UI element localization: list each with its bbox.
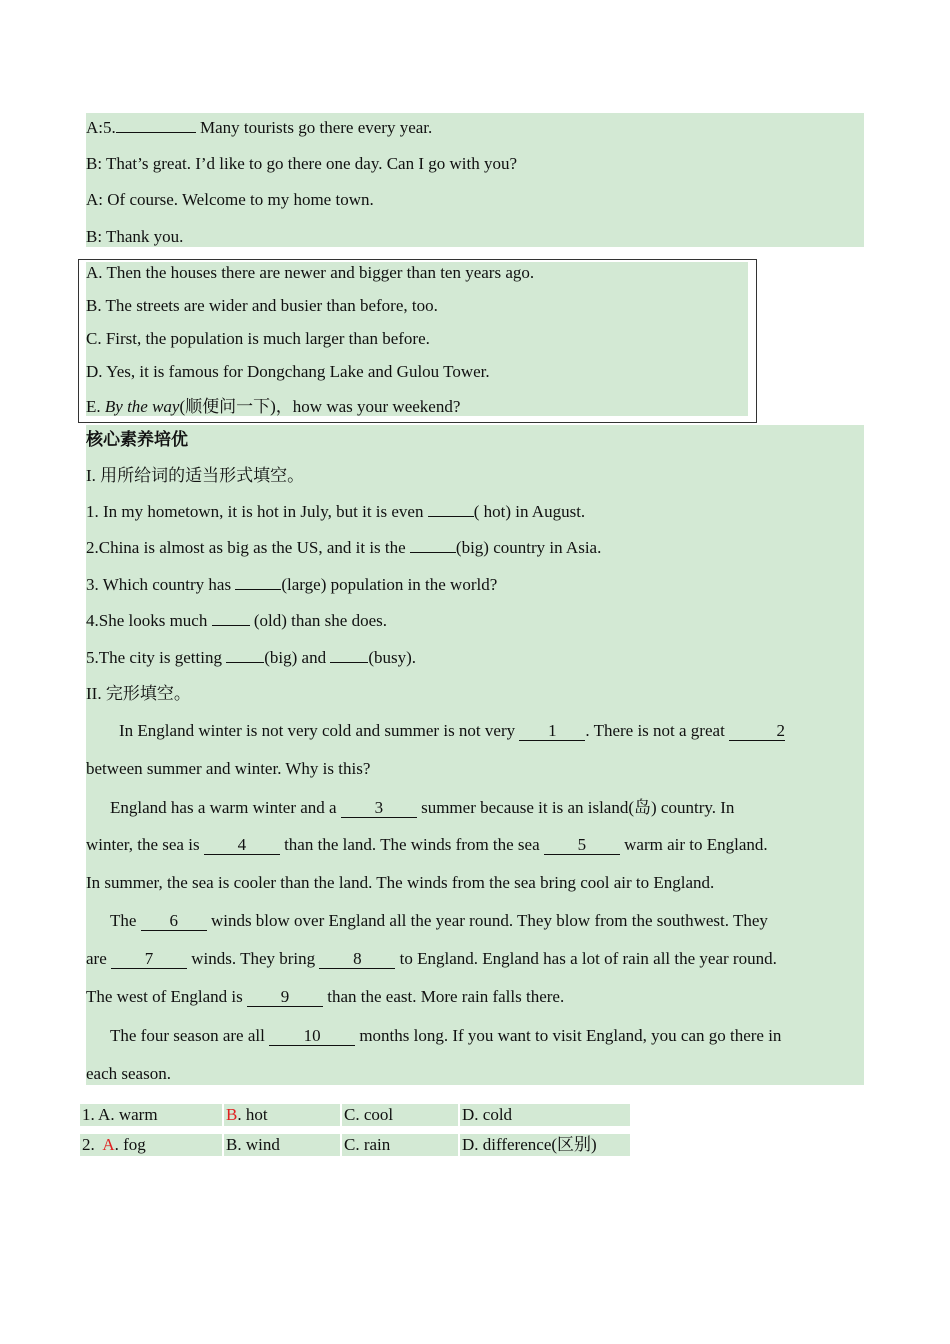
fill-blank-q5a[interactable]: [226, 662, 264, 663]
fill-blank-q2[interactable]: [410, 552, 456, 553]
question-3: 3. Which country has (large) population in the world?: [86, 575, 498, 594]
cloze-blank-2[interactable]: 2: [729, 722, 785, 741]
choice-2-d[interactable]: D. difference(区别): [460, 1134, 630, 1156]
practice-block: [86, 425, 864, 1085]
cloze-blank-4[interactable]: 4: [204, 836, 280, 855]
cloze-blank-6[interactable]: 6: [141, 912, 207, 931]
option-d: D. Yes, it is famous for Dongchang Lake and Gulou Tower.: [86, 362, 490, 381]
options-box: [78, 259, 757, 423]
passage-line-2: between summer and winter. Why is this?: [86, 759, 371, 778]
option-e: E. By the way(顺便问一下)，how was your weekend?: [86, 397, 461, 416]
dialogue-line-2: B: That’s great. I’d like to go there one day. Can I go with you?: [86, 154, 518, 173]
passage-line-8: The west of England is 9 than the east. More rain falls there.: [86, 987, 565, 1006]
passage-line-4: winter, the sea is 4 than the land. The winds from the sea 5 warm air to England.: [86, 835, 768, 854]
passage-line-9: The four season are all 10 months long. If you want to visit England, you can go there in: [110, 1026, 782, 1045]
choice-2-b[interactable]: B. wind: [224, 1134, 340, 1156]
choice-2-a[interactable]: 2. A. fog: [80, 1134, 222, 1156]
passage-line-5: In summer, the sea is cooler than the land. The winds from the sea bring cool air to England.: [86, 873, 715, 892]
passage-line-10: each season.: [86, 1064, 171, 1083]
passage-line-6: The 6 winds blow over England all the year round. They blow from the southwest. They: [110, 911, 768, 930]
dialogue-line-4: B: Thank you.: [86, 227, 184, 246]
answer-blank-5[interactable]: [116, 132, 196, 133]
question-1: 1. In my hometown, it is hot in July, but it is even ( hot) in August.: [86, 502, 586, 521]
choice-row-2: [80, 1134, 630, 1156]
passage-line-3: England has a warm winter and a 3 summer because it is an island(岛) country. In: [110, 798, 735, 817]
option-a: A. Then the houses there are newer and bigger than ten years ago.: [86, 263, 535, 282]
choice-1-c[interactable]: C. cool: [342, 1104, 458, 1126]
cloze-blank-3[interactable]: 3: [341, 799, 417, 818]
question-2: 2.China is almost as big as the US, and it is the (big) country in Asia.: [86, 538, 602, 557]
fill-blank-q1[interactable]: [428, 516, 474, 517]
choice-2-c[interactable]: C. rain: [342, 1134, 458, 1156]
part2-title: II. 完形填空。: [86, 684, 191, 703]
part1-title: I. 用所给词的适当形式填空。: [86, 466, 305, 485]
choices-table: [78, 1096, 632, 1164]
fill-blank-q3[interactable]: [235, 589, 281, 590]
section-title: 核心素养培优: [86, 430, 188, 449]
question-5: 5.The city is getting (big) and (busy).: [86, 648, 417, 667]
choice-row-1: [80, 1104, 630, 1126]
cloze-blank-1[interactable]: 1: [519, 722, 585, 741]
passage-line-7: are 7 winds. They bring 8 to England. England has a lot of rain all the year round.: [86, 949, 777, 968]
fill-blank-q5b[interactable]: [330, 662, 368, 663]
passage-line-1: In England winter is not very cold and summer is not very 1 . There is not a great 2: [119, 721, 786, 740]
option-c: C. First, the population is much larger than before.: [86, 329, 430, 348]
dialogue-line-3: A: Of course. Welcome to my home town.: [86, 190, 374, 209]
cloze-blank-7[interactable]: 7: [111, 950, 187, 969]
cloze-blank-5[interactable]: 5: [544, 836, 620, 855]
fill-blank-q4[interactable]: [212, 625, 250, 626]
choice-1-a[interactable]: 1. A. warm: [80, 1104, 222, 1126]
cloze-blank-10[interactable]: 10: [269, 1027, 355, 1046]
question-4: 4.She looks much (old) than she does.: [86, 611, 387, 630]
dialogue-line-1: A:5. Many tourists go there every year.: [86, 118, 433, 137]
option-b: B. The streets are wider and busier than before, too.: [86, 296, 438, 315]
choice-1-d[interactable]: D. cold: [460, 1104, 630, 1126]
dialogue-block: [86, 113, 864, 247]
cloze-blank-8[interactable]: 8: [319, 950, 395, 969]
cloze-blank-9[interactable]: 9: [247, 988, 323, 1007]
options-highlight: [86, 262, 748, 416]
choice-1-b[interactable]: B. hot: [224, 1104, 340, 1126]
